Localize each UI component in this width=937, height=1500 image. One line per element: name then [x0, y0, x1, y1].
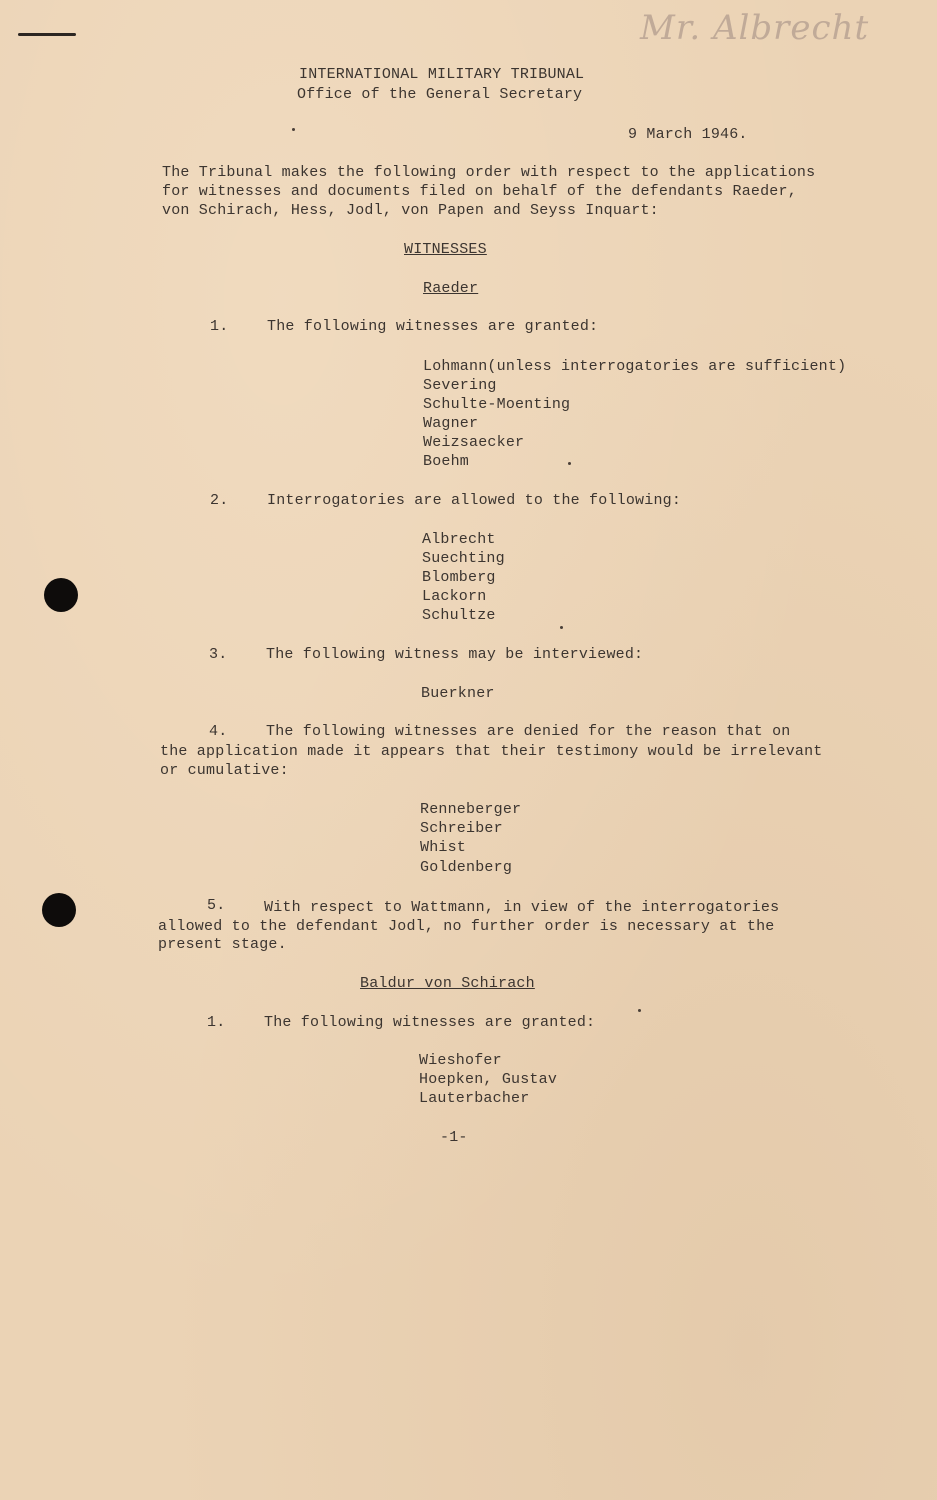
item-text: allowed to the defendant Jodl, no further order is necessary at the	[158, 918, 775, 935]
witness-name: Lackorn	[422, 588, 487, 605]
witness-name: Buerkner	[421, 685, 495, 702]
witness-name: Schultze	[422, 607, 496, 624]
paper-speck	[560, 626, 563, 629]
item-text: present stage.	[158, 936, 287, 953]
witness-name: Boehm	[423, 453, 470, 470]
witness-name: Schreiber	[420, 820, 503, 837]
witness-name: Whist	[420, 839, 467, 856]
witness-name: Weizsaecker	[423, 434, 525, 451]
defendant-heading: Raeder	[423, 280, 479, 297]
document-date: 9 March 1946.	[628, 126, 748, 143]
item-text: With respect to Wattmann, in view of the interrogatories	[264, 899, 780, 916]
ink-dash-mark	[18, 33, 76, 36]
item-number: 1.	[210, 318, 229, 335]
witness-name: Suechting	[422, 550, 505, 567]
intro-line: von Schirach, Hess, Jodl, von Papen and Seyss Inquart:	[162, 202, 659, 219]
item-number: 2.	[210, 492, 229, 509]
item-text: or cumulative:	[160, 762, 289, 779]
intro-line: The Tribunal makes the following order with respect to the applications	[162, 164, 816, 181]
intro-line: for witnesses and documents filed on behalf of the defendants Raeder,	[162, 183, 797, 200]
witness-name: Schulte-Moenting	[423, 396, 571, 413]
page-number: -1-	[440, 1129, 468, 1146]
item-number: 5.	[207, 897, 226, 914]
office-subtitle: Office of the General Secretary	[297, 86, 583, 103]
paper-speck	[568, 462, 571, 465]
witness-name: Albrecht	[422, 531, 496, 548]
item-text: The following witness may be interviewed:	[266, 646, 644, 663]
item-number: 3.	[209, 646, 228, 663]
item-text: Interrogatories are allowed to the following:	[267, 492, 682, 509]
witness-name: Severing	[423, 377, 497, 394]
paper-speck	[292, 128, 295, 131]
witness-name: Hoepken, Gustav	[419, 1071, 558, 1088]
item-number: 4.	[209, 723, 228, 740]
paper-speck	[638, 1009, 641, 1012]
punch-hole	[44, 578, 78, 612]
witness-name: Lauterbacher	[419, 1090, 530, 1107]
witness-name: Goldenberg	[420, 859, 513, 876]
item-text: The following witnesses are denied for the reason that on	[266, 723, 791, 740]
witness-name: Wieshofer	[419, 1052, 502, 1069]
witness-name: Renneberger	[420, 801, 522, 818]
org-title: INTERNATIONAL MILITARY TRIBUNAL	[299, 66, 585, 83]
item-number: 1.	[207, 1014, 226, 1031]
punch-hole	[42, 893, 76, 927]
item-text: The following witnesses are granted:	[264, 1014, 596, 1031]
defendant-heading: Baldur von Schirach	[360, 975, 535, 992]
witness-name: Blomberg	[422, 569, 496, 586]
witness-name: Lohmann(unless interrogatories are sufficient)	[423, 358, 847, 375]
item-text: the application made it appears that their testimony would be irrelevant	[160, 743, 823, 760]
item-text: The following witnesses are granted:	[267, 318, 599, 335]
section-title: WITNESSES	[404, 241, 487, 258]
handwritten-annotation: Mr. Albrecht	[640, 8, 870, 48]
witness-name: Wagner	[423, 415, 479, 432]
